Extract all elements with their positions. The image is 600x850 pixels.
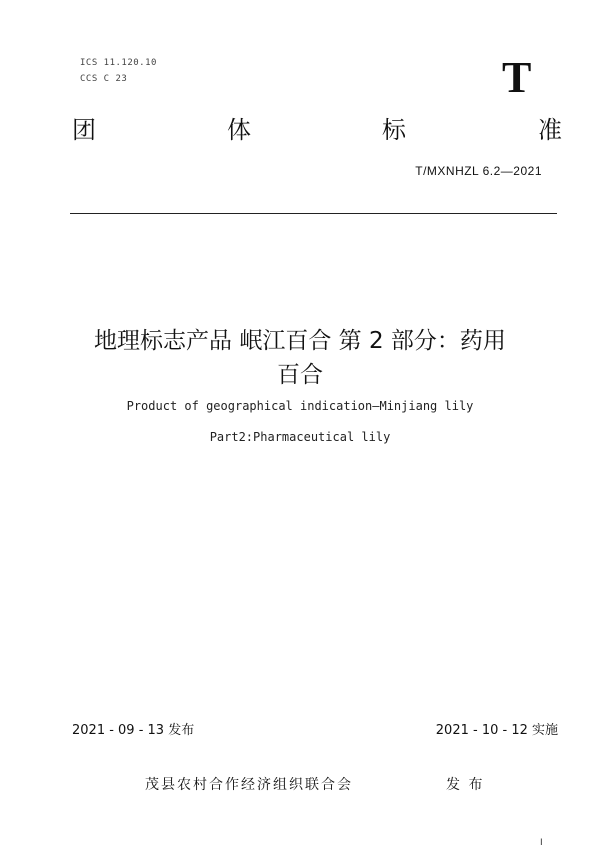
- standard-type-heading: [72, 114, 562, 146]
- implement-date: 2021 - 10 - 12 实施: [435, 723, 558, 738]
- standard-type-char: 准: [538, 116, 562, 144]
- ccs-code: CCS C 23: [80, 74, 128, 84]
- page-number: I: [540, 838, 543, 848]
- standard-letter: T: [502, 53, 532, 102]
- standard-number: T/MXNHZL 6.2—2021: [415, 164, 542, 178]
- title-chinese-line1: 地理标志产品 岷江百合 第 2 部分：药用: [94, 328, 506, 354]
- ics-code: ICS 11.120.10: [80, 58, 157, 68]
- title-english-line2: Part2:Pharmaceutical lily: [209, 430, 391, 444]
- standard-type-char: 体: [227, 116, 251, 144]
- issuer-action: 发 布: [446, 777, 485, 793]
- publish-date: 2021 - 09 - 13 发布: [72, 723, 195, 738]
- issuer-name: 茂县农村合作经济组织联合会: [145, 777, 353, 793]
- standard-type-char: 标: [382, 116, 406, 144]
- title-chinese-line2: 百合: [277, 362, 323, 388]
- header-divider: [70, 213, 557, 214]
- title-english-line1: Product of geographical indication—Minjiang lily: [126, 399, 474, 413]
- standard-type-char: 团: [72, 116, 96, 144]
